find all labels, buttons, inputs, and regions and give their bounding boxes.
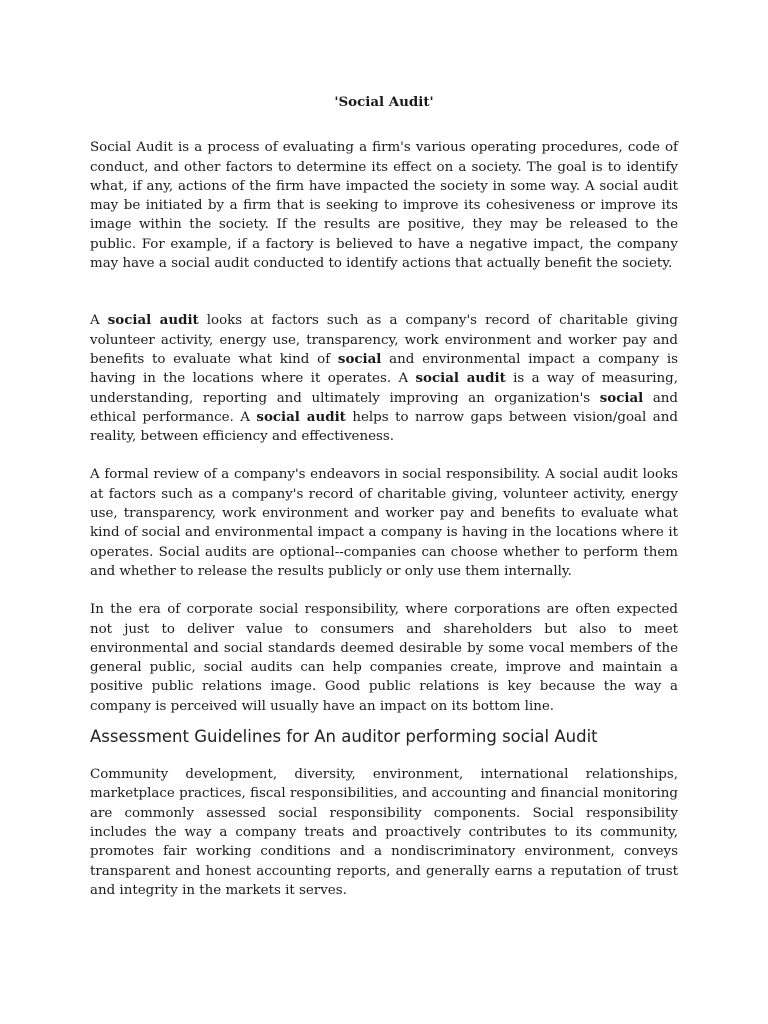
bold-term: social audit	[107, 312, 199, 329]
bold-term: social audit	[415, 370, 506, 387]
text-run: helps to narrow gaps between vision/goal and reality, between efficiency and effectiveness.	[90, 409, 678, 445]
bold-term: social	[599, 389, 644, 406]
paragraph-definition: Social Audit is a process of evaluating a firm's various operating procedures, code of conduct, and other factors to determine its effect on a society. The goal is to identify what, if any, actions of the firm have impacted the society in some way. A social audit may be initiated by a firm that is seeking to improve its cohesiveness or improve its image within the society. If the results are positive, they may be released to the public. For example, if a factory is believed to have a negative impact, the company may have a social audit conducted to identify actions that actually benefit the society.	[90, 140, 678, 272]
text-run: A	[90, 313, 108, 329]
paragraph-factors	[90, 311, 678, 446]
bold-term: social	[337, 350, 382, 367]
text-run: is a way of measuring, understanding, reporting and ultimately improving an organization's	[90, 371, 678, 406]
spacer	[90, 446, 678, 465]
text-run: looks at factors such as a company's record of charitable giving volunteer activity, energy use, transparency, work environment and worker pay and benefits to evaluate what kind of	[90, 313, 678, 367]
paragraph-csr-era: In the era of corporate social responsibility, where corporations are often expected not just to deliver value to consumers and shareholders but also to meet environmental and social standards deemed desirable by some vocal members of the general public, social audits can help companies create, improve and maintain a positive public relations image. Good public relations is key because the way a company is perceived will usually have an impact on its bottom line.	[90, 602, 678, 714]
document-title: 'Social Audit'	[334, 94, 434, 110]
document-page	[90, 93, 678, 900]
bold-term: social audit	[256, 408, 346, 425]
paragraph-formal-review: A formal review of a company's endeavors in social responsibility. A social audit looks at factors such as a company's record of charitable giving, volunteer activity, energy use, transparency, work environment and worker pay and benefits to evaluate what kind of social and environmental impact a company is having in the locations where it operates. Social audits are optional--companies can choose whether to perform them and whether to release the results publicly or only use them internally.	[90, 467, 678, 579]
text-run: and environmental impact a company is having in the locations where it operates. A	[90, 351, 678, 387]
text-run: and ethical performance. A	[90, 390, 678, 425]
spacer	[90, 273, 678, 311]
spacer	[90, 581, 678, 600]
section-heading: Assessment Guidelines for An auditor performing social Audit	[90, 727, 598, 747]
paragraph-components: Community development, diversity, environment, international relationships, marketplace practices, fiscal responsibilities, and accounting and financial monitoring are commonly assessed social responsibility components. Social responsibility includes the way a company treats and proactively contributes to its community, promotes fair working conditions and a nondiscriminatory environment, conveys transparent and honest accounting reports, and generally earns a reputation of trust and integrity in the markets it serves.	[90, 767, 678, 898]
